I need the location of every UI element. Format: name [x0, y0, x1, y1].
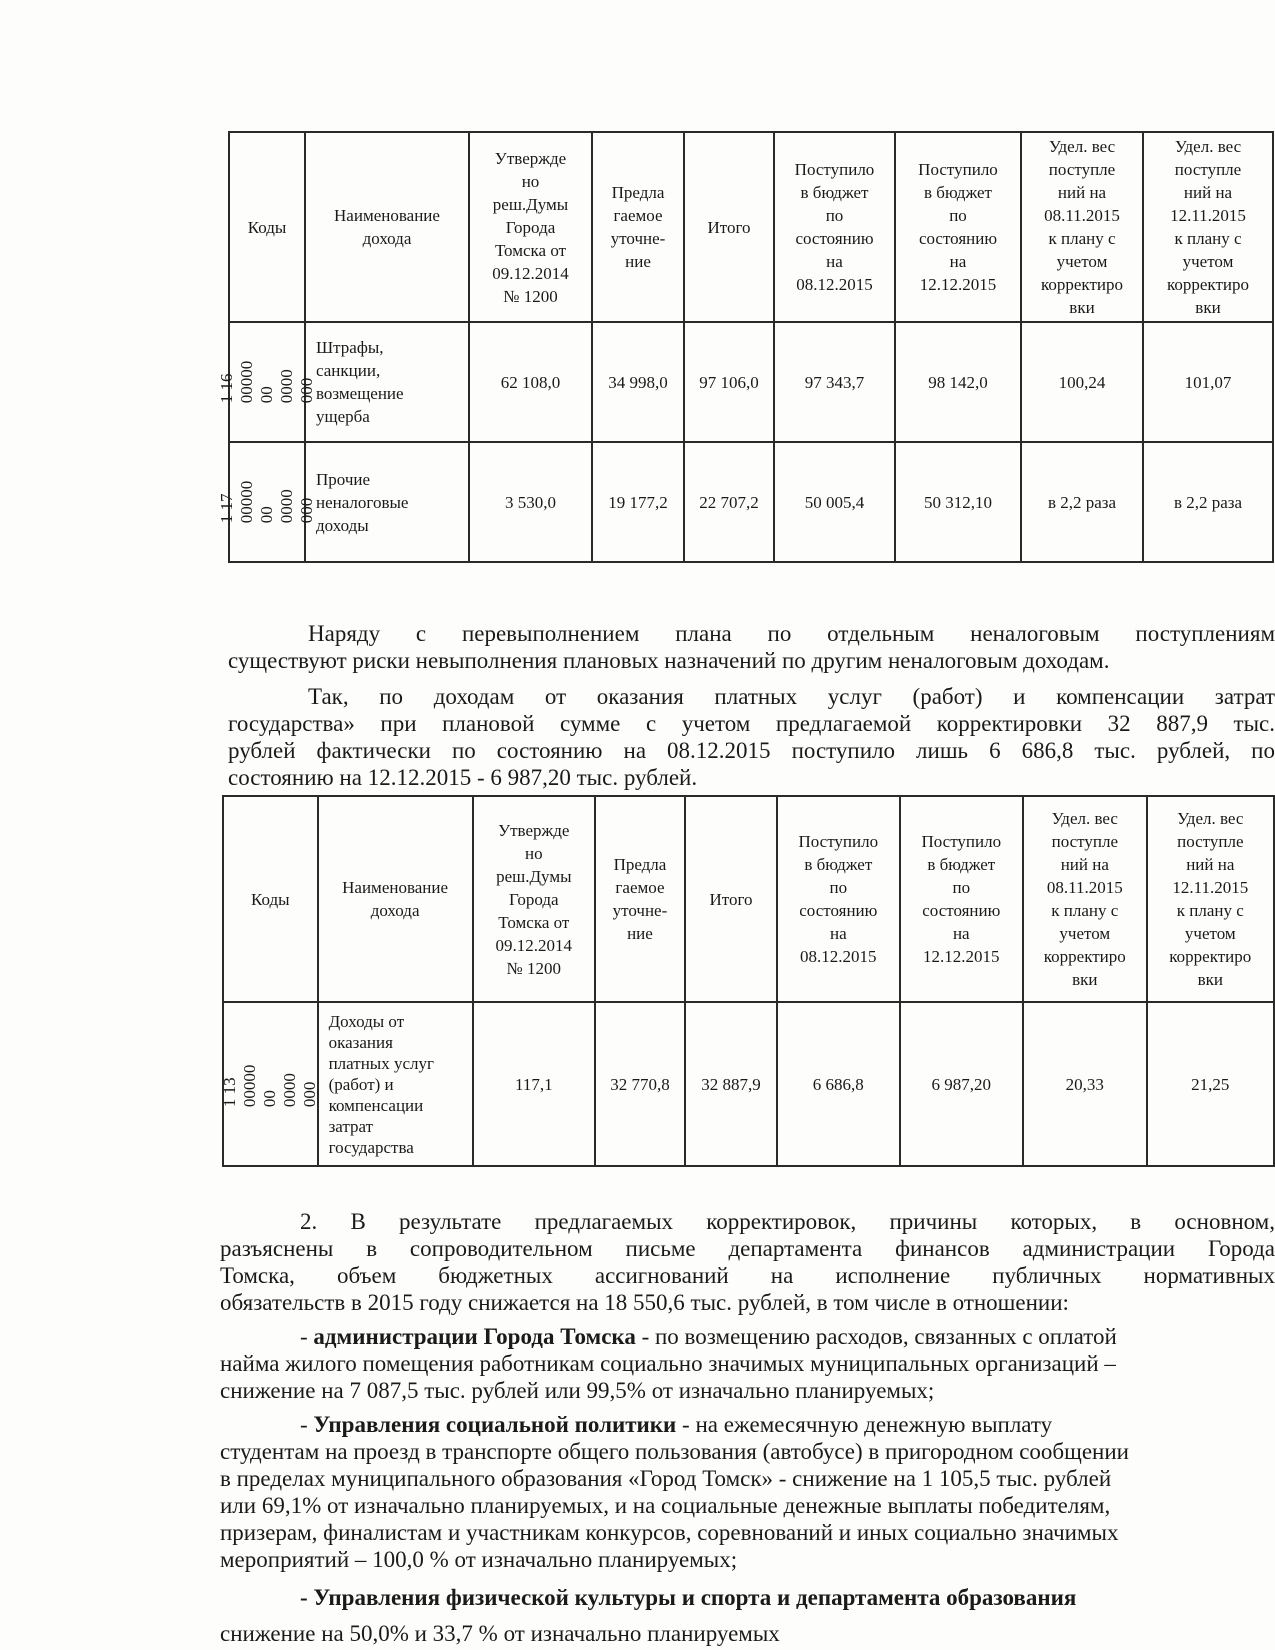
- share-1211-cell: в 2,2 раза: [1143, 442, 1273, 562]
- para3-line2: разъяснены в сопроводительном письме департамента финансов администрации Города: [220, 1236, 1275, 1261]
- name-cell: Прочие неналоговые доходы: [305, 442, 469, 562]
- para3-line3: Томска, объем бюджетных ассигнований на исполнение публичных нормативных: [220, 1263, 1275, 1288]
- table-row: [229, 442, 1273, 562]
- share-1211-cell: 101,07: [1143, 322, 1273, 442]
- header-share-0811: Удел. вес поступле ний на 08.11.2015 к плану с учетом корректиро вки: [1023, 796, 1147, 1002]
- name-cell: Штрафы, санкции, возмещение ущерба: [305, 322, 469, 442]
- item1-bold: администрации Города Томска: [313, 1324, 636, 1349]
- approved-cell: 3 530,0: [469, 442, 592, 562]
- para1-line1: Наряду с перевыполнением плана по отдельным неналоговым поступлениям: [308, 621, 1275, 646]
- header-name: Наименование дохода: [318, 796, 473, 1002]
- item1-dash: -: [300, 1324, 314, 1349]
- para2-line1: Так, по доходам от оказания платных услуг (работ) и компенсации затрат: [308, 684, 1275, 709]
- item2-line4: или 69,1% от изначально планируемых, и на социальные денежные выплаты победителям,: [220, 1493, 1111, 1518]
- header-received-1212: Поступило в бюджет по состоянию на 12.12.2015: [900, 796, 1023, 1002]
- header-total: Итого: [685, 796, 777, 1002]
- header-received-1212: Поступило в бюджет по состоянию на 12.12.2015: [895, 132, 1021, 322]
- item3-line2: снижение на 50,0% и 33,7 % от изначально планируемых: [220, 1621, 780, 1646]
- header-proposed: Предла гаемое уточне- ние: [592, 132, 684, 322]
- para3-line4: обязательств в 2015 году снижается на 18 550,6 тыс. рублей, в том числе в отношении:: [220, 1290, 1069, 1315]
- share-0811-cell: 20,33: [1023, 1002, 1147, 1166]
- revenue-table-1: [217, 131, 1274, 563]
- approved-cell: 62 108,0: [469, 322, 592, 442]
- code-text: 1 16 00000 00 0000 000: [217, 360, 316, 404]
- received-1212-cell: 6 987,20: [900, 1002, 1023, 1166]
- total-cell: 97 106,0: [684, 322, 774, 442]
- received-1212-cell: 98 142,0: [895, 322, 1021, 442]
- header-codes: Коды: [229, 132, 305, 322]
- share-0811-cell: 100,24: [1021, 322, 1143, 442]
- proposed-cell: 34 998,0: [592, 322, 684, 442]
- code-cell: [220, 1002, 320, 1166]
- header-name: Наименование дохода: [305, 132, 469, 322]
- item2-line1-rest: - на ежемесячную денежную выплату: [676, 1412, 1053, 1437]
- received-0812-cell: 6 686,8: [777, 1002, 900, 1166]
- approved-cell: 117,1: [473, 1002, 595, 1166]
- item2-line2: студентам на проезд в транспорте общего пользования (автобусе) в пригородном сообщении: [220, 1439, 1129, 1464]
- name-cell: Доходы от оказания платных услуг (работ) и компенсации затрат государства: [318, 1002, 473, 1166]
- revenue-table-2: [222, 795, 1275, 1167]
- para3-line1: 2. В результате предлагаемых корректировок, причины которых, в основном,: [300, 1209, 1275, 1234]
- item1-line2: найма жилого помещения работникам социально значимых муниципальных организаций –: [220, 1351, 1116, 1376]
- item2-bold: Управления социальной политики: [313, 1412, 677, 1437]
- header-proposed: Предла гаемое уточне- ние: [595, 796, 685, 1002]
- header-total: Итого: [684, 132, 774, 322]
- item2-line5: призерам, финалистам и участникам конкурсов, соревнований и иных социально значимых: [220, 1520, 1119, 1545]
- received-0812-cell: 97 343,7: [774, 322, 895, 442]
- code-cell: [217, 442, 316, 562]
- code-text: 1 13 00000 00 0000 000: [220, 1064, 320, 1108]
- received-0812-cell: 50 005,4: [774, 442, 895, 562]
- header-share-1211: Удел. вес поступле ний на 12.11.2015 к плану с учетом корректиро вки: [1147, 796, 1274, 1002]
- para2-line4: состоянию на 12.12.2015 - 6 987,20 тыс. рублей.: [228, 765, 698, 790]
- proposed-cell: 32 770,8: [595, 1002, 685, 1166]
- header-received-0812: Поступило в бюджет по состоянию на 08.12.2015: [777, 796, 900, 1002]
- proposed-cell: 19 177,2: [592, 442, 684, 562]
- header-share-1211: Удел. вес поступле ний на 12.11.2015 к плану с учетом корректиро вки: [1143, 132, 1273, 322]
- header-share-0811: Удел. вес поступле ний на 08.11.2015 к плану с учетом корректиро вки: [1021, 132, 1143, 322]
- table-row: [223, 1002, 1274, 1166]
- received-1212-cell: 50 312,10: [895, 442, 1021, 562]
- item1-line1-rest: - по возмещению расходов, связанных с оплатой: [635, 1324, 1117, 1349]
- header-approved: Утвержде но реш.Думы Города Томска от 09.12.2014 № 1200: [473, 796, 595, 1002]
- item2-line6: мероприятий – 100,0 % от изначально планируемых;: [220, 1547, 738, 1572]
- item2-dash: -: [300, 1412, 314, 1437]
- item2-line1: [300, 1411, 1275, 1438]
- item1-line3: снижение на 7 087,5 тыс. рублей или 99,5% от изначально планируемых;: [220, 1378, 935, 1403]
- total-cell: 22 707,2: [684, 442, 774, 562]
- para2-line3: рублей фактически по состоянию на 08.12.2015 поступило лишь 6 686,8 тыс. рублей, по: [228, 738, 1275, 763]
- code-text: 1 17 00000 00 0000 000: [217, 480, 316, 524]
- item1-line1: [300, 1323, 1275, 1350]
- code-cell: [217, 322, 316, 442]
- total-cell: 32 887,9: [685, 1002, 777, 1166]
- para2-line2: государства» при плановой сумме с учетом предлагаемой корректировки 32 887,9 тыс.: [228, 711, 1275, 736]
- header-received-0812: Поступило в бюджет по состоянию на 08.12.2015: [774, 132, 895, 322]
- item2-line3: в пределах муниципального образования «Город Томск» - снижение на 1 105,5 тыс. рублей: [220, 1466, 1112, 1491]
- share-1211-cell: 21,25: [1147, 1002, 1274, 1166]
- header-approved: Утвержде но реш.Думы Города Томска от 09.12.2014 № 1200: [469, 132, 592, 322]
- header-codes: Коды: [223, 796, 318, 1002]
- table-row: [229, 322, 1273, 442]
- table-header-row: [223, 796, 1274, 1002]
- share-0811-cell: в 2,2 раза: [1021, 442, 1143, 562]
- table-header-row: [229, 132, 1273, 322]
- item3-line1: - Управления физической культуры и спорта и департамента образования: [300, 1585, 1077, 1610]
- para1-line2: существуют риски невыполнения плановых назначений по другим неналоговым доходам.: [228, 648, 1110, 673]
